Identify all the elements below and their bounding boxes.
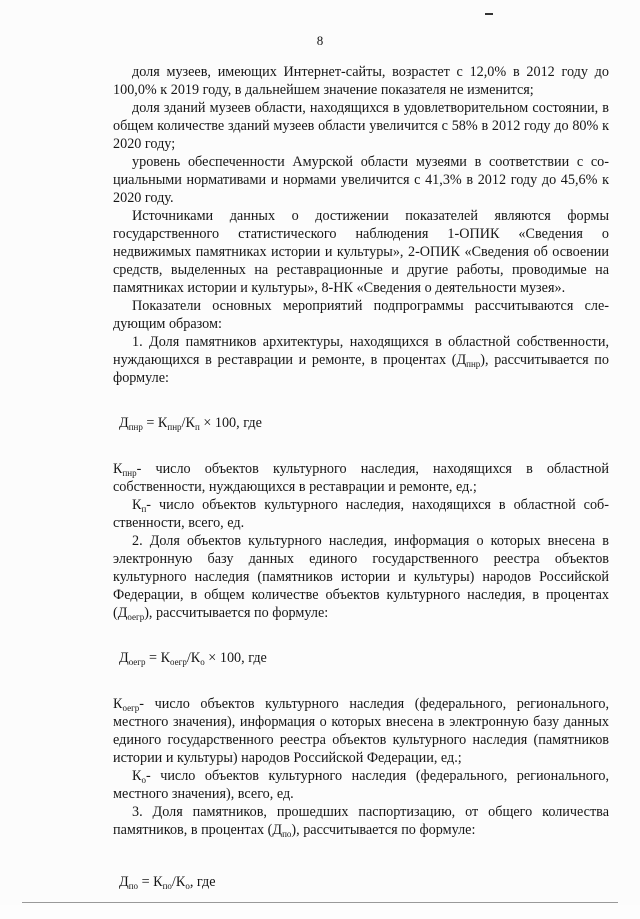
numbered-paragraph: 1. Доля памятников архитектуры, находящихся в областной собственности, нуждающихся в реставрации и ремонте, в процентах $(Д_{пнр})$, рассчитывается по формуле: [113, 334, 609, 386]
formula: $Д_{по} = К_{по}/К_о$, где [119, 874, 216, 891]
variable-definition: $К_{пнр}-$ число объектов культурного наследия, находящихся в областной собственности, нуждающихся в реставрации и ремонте, ед.; [113, 461, 609, 495]
variable-definition: $К_{оегр}-$ число объектов культурного наследия (федерального, регионального, местного значения), информация о которых внесена в электронную базу данных единого государственного реестра объектов культурного наследия (памятников истории и культуры) народов Российской Федерации, ед.; [113, 696, 609, 766]
document-body [113, 63, 609, 919]
page-bottom-edge [22, 902, 618, 903]
text-paragraph: Показатели основных мероприятий подпрограммы рассчитываются следующим образом: [113, 298, 609, 332]
page-number: 8 [316, 33, 324, 48]
text-paragraph: уровень обеспеченности Амурской области музеями в соответствии с социальными нормативами и нормами увеличится с 41,3% в 2012 году до 45,6% к 2020 году. [113, 154, 609, 206]
text-paragraph: доля музеев, имеющих Интернет-сайты, возрастет с 12,0% в 2012 году до 100,0% к 2019 году, в дальнейшем значение показателя не изменится; [113, 64, 609, 98]
formula: $Д_{пнр} = К_{пнр}/К_п \times 100$, где [119, 415, 262, 432]
numbered-paragraph: 3. Доля памятников, прошедших паспортизацию, от общего количества памятников, в процентах $(Д_{по})$, рассчитывается по формуле: [113, 804, 609, 839]
variable-definition: $К_п-$ число объектов культурного наследия, находящихся в областной собственности, всего, ед. [113, 497, 609, 531]
scan-mark [485, 13, 493, 15]
text-paragraph: Источниками данных о достижении показателей являются формы государственного статистического наблюдения 1-ОПИК «Сведения о недвижимых памятниках истории и культуры», 2-ОПИК «Сведения об освоении средств, выделенных на реставрационные и другие работы, проводимые на памятниках истории и культуры», 8-НК «Сведения о деятельности музея». [113, 208, 609, 296]
text-paragraph: доля зданий музеев области, находящихся в удовлетворительном состоянии, в общем количестве зданий музеев области увеличится с 58% в 2012 году до 80% к 2020 году; [113, 100, 609, 152]
formula: $Д_{оегр} = К_{оегр}/К_о \times 100$, где [119, 650, 267, 667]
variable-definition: $К_о-$ число объектов культурного наследия (федерального, регионального, местного значения), всего, ед. [113, 768, 609, 802]
numbered-paragraph: 2. Доля объектов культурного наследия, информация о которых внесена в электронную базу данных единого государственного реестра объектов культурного наследия (памятников истории и культуры) народов Российской Федерации, в общем количестве объектов культурного наследия, в процентах $(Д_{оегр})$, рассчитывается по формуле: [113, 533, 609, 622]
